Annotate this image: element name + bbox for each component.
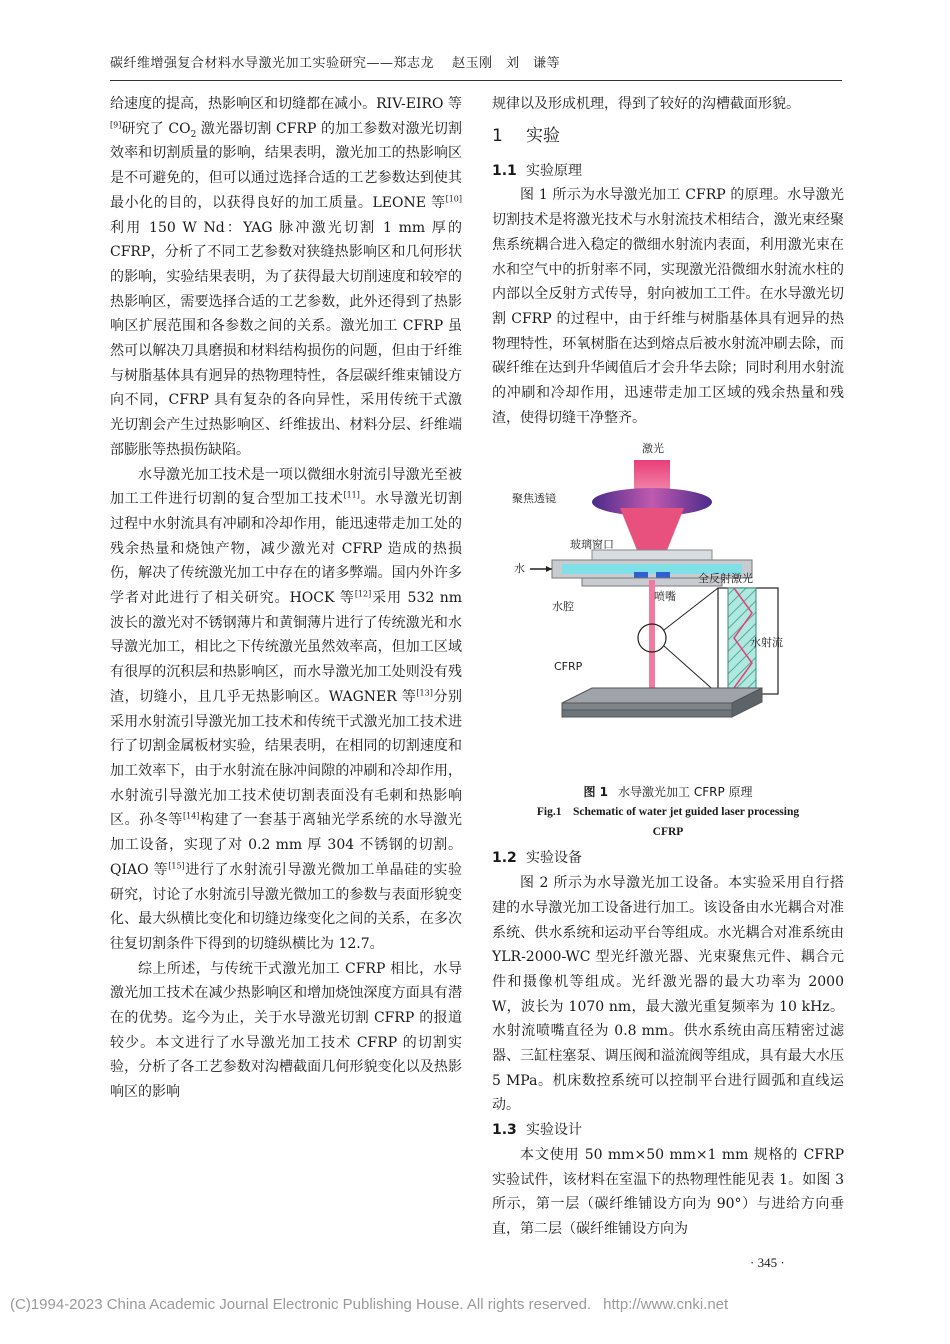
label-nozzle: 喷嘴 [654,590,676,604]
label-water-jet: 水射流 [750,636,783,650]
paragraph-1-2: 图 2 所示为水导激光加工设备。本实验采用自行搭建的水导激光加工设备进行加工。该设备由水光耦合对准系统、供水系统和运动平台等组成。水光耦合对准系统由 YLR-2000-WC 型光纤激光器、光束聚焦元件、耦合元件和摄像机等组成。光纤激光器的最大功率为 2000 W，波长为 1070 nm，最大激光重复频率为 10 kHz。水射流喷嘴直径为 0.8 mm。供水系统由高压精密过滤器、三缸柱塞泵、调压阀和溢流阀等组成，具有最大水压5 MPa。机床数控系统可以控制平台进行圆弧和直线运动。 [492,875,844,1114]
section-1-title: 1 实验 [492,125,560,146]
page-number: · 345 · [750,1255,785,1270]
header-rule [110,80,842,81]
cfrp-layer-1 [562,703,732,710]
paragraph-1-1: 图 1 所示为水导激光加工 CFRP 的原理。水导激光切割技术是将激光技术与水射流技术相结合，激光束经聚焦系统耦合进入稳定的微细水射流内表面，利用激光束在水和空气中的折射率不同，实现激光沿微细水射流水柱的内部以全反射方式传导，射向被加工工件。在水导激光切割 CFRP 的过程中，由于纤维与树脂基体具有迥异的热物理特性，环氧树脂在达到熔点后被水射流冲刷去除，而碳纤维在达到升华阈值后才会升华去除；同时利用水射流的冲刷和冷却作用，迅速带走加工区域的残余热量和残渣，使得切缝干净整齐。 [492,187,844,426]
left-paragraph-3: 综上所述，与传统干式激光加工 CFRP 相比，水导激光加工技术在减少热影响区和增加烧蚀深度方面具有潜在的优势。迄今为止，关于水导激光切割 CFRP 的报道较少。本文进行了水导激光加工技术 CFRP 的切割实验，分析了各工艺参数对沟槽截面几何形貌变化以及热影响区的影响 [110,960,462,1101]
footer [10,1296,728,1313]
label-total-reflection: 全反射激光 [698,572,753,586]
nozzle-left [634,572,648,578]
cfrp-layer-2 [562,710,732,717]
left-paragraph-1: 给速度的提高，热影响区和切缝都在减小。RIV-EIRO 等[9]研究了 $CO_2$ 激光器切割 CFRP 的加工参数对激光切割效率和切割质量的影响，结果表明，激光加工的热影响区是不可避免的，但可以通过选择合适的工艺参数达到使其最小化的目的，以获得良好的加工质量。LEONE 等[10]利用 150 W Nd：YAG 脉冲激光切割 1 mm 厚的 CFRP，分析了不同工艺参数对狭缝热影响区和几何形状的影响，实验结果表明，为了获得最大切削速度和较窄的热影响区，需要选择合适的工艺参数，此外还得到了热影响区扩展范围和各参数之间的关系。激光加工 CFRP 虽然可以解决刀具磨损和材料结构损伤的问题，但由于纤维与树脂基体具有迥异的热物理特性，各层碳纤维束铺设方向不同，CFRP 具有复杂的各向异性，采用传统干式激光切割会产生过热影响区、纤维拔出、材料分层、纤维端部膨胀等热损伤缺陷。 [110,96,462,458]
label-water: 水 [514,562,525,576]
right-paragraph-0: 规律以及形成机理，得到了较好的沟槽截面形貌。 [492,96,800,112]
left-paragraph-2: 水导激光加工技术是一项以微细水射流引导激光至被加工工件进行切割的复合型加工技术[11]。水导激光切割过程中水射流具有冲刷和冷却作用，能迅速带走加工处的残余热量和烧蚀产物，减少激光对 CFRP 造成的热损伤，解决了传统激光加工中存在的诸多弊端。国内外许多学者对此进行了相关研究。HOCK 等[12]采用 532 nm 波长的激光对不锈钢薄片和黄铜薄片进行了传统激光和水导激光加工，相比之下传统激光虽然效率高，但加工区域有很厚的沉积层和热影响区，而水导激光加工处则没有残渣，切缝小，且几乎无热影响区。WAGNER 等[13]分别采用水射流引导激光加工技术和传统干式激光加工技术进行了切割金属板材实验，结果表明，在相同的切割速度和加工效率下，由于水射流在脉冲间隙的冲刷和冷却作用，水射流引导激光加工技术使切割表面没有毛刺和热影响区。孙冬等[14]构建了一套基于离轴光学系统的水导激光加工设备，实现了对 0.2 mm 厚 304 不锈钢的切割。QIAO 等[15]进行了水射流引导激光微加工单晶硅的实验研究，讨论了水射流引导激光微加工的参数与表面形貌变化、最大纵横比变化和切缝边缘变化之间的关系，在多次往复切割条件下得到的切缝纵横比为 12.7。 [110,466,463,952]
subsection-1-3-title: 1.3 实验设计 [492,1122,582,1139]
figure-1-caption-en: Fig.1 Schematic of water jet guided laser processing CFRP [536,806,800,839]
label-cfrp: CFRP [554,660,583,674]
label-laser: 激光 [642,442,664,456]
footer-url[interactable]: http://www.cnki.net [603,1296,729,1313]
subsection-1-2-title: 1.2 实验设备 [492,850,582,867]
label-window: 玻璃窗口 [570,538,614,552]
right-column [492,92,844,1242]
cfrp-top [562,688,762,703]
label-chamber: 水腔 [552,600,574,614]
label-lens: 聚焦透镜 [512,492,556,506]
magnifier-leader-bottom [664,646,718,694]
figure-1 [492,438,844,780]
running-header: 碳纤维增强复合材料水导激光加工实验研究——郑志龙 赵玉刚 刘 谦等 [110,56,561,71]
figure-1-caption-cn: 图 1 水导激光加工 CFRP 原理 [583,785,753,800]
nozzle-right [656,572,670,578]
left-column [110,92,462,1105]
water-inlet-arrowhead [546,566,552,572]
subsection-1-1-title: 1.1 实验原理 [492,162,582,179]
footer-copyright: (C)1994-2023 China Academic Journal Electronic Publishing House. All rights reserved. [10,1296,592,1313]
paragraph-1-3: 本文使用 50 mm×50 mm×1 mm 规格的 CFRP 实验试件，该材料在室温下的热物理性能见表 1。如图 3 所示，第一层（碳纤维铺设方向为 90°）与进给方向垂直，第二层（碳纤维铺设方向为 [492,1146,844,1237]
